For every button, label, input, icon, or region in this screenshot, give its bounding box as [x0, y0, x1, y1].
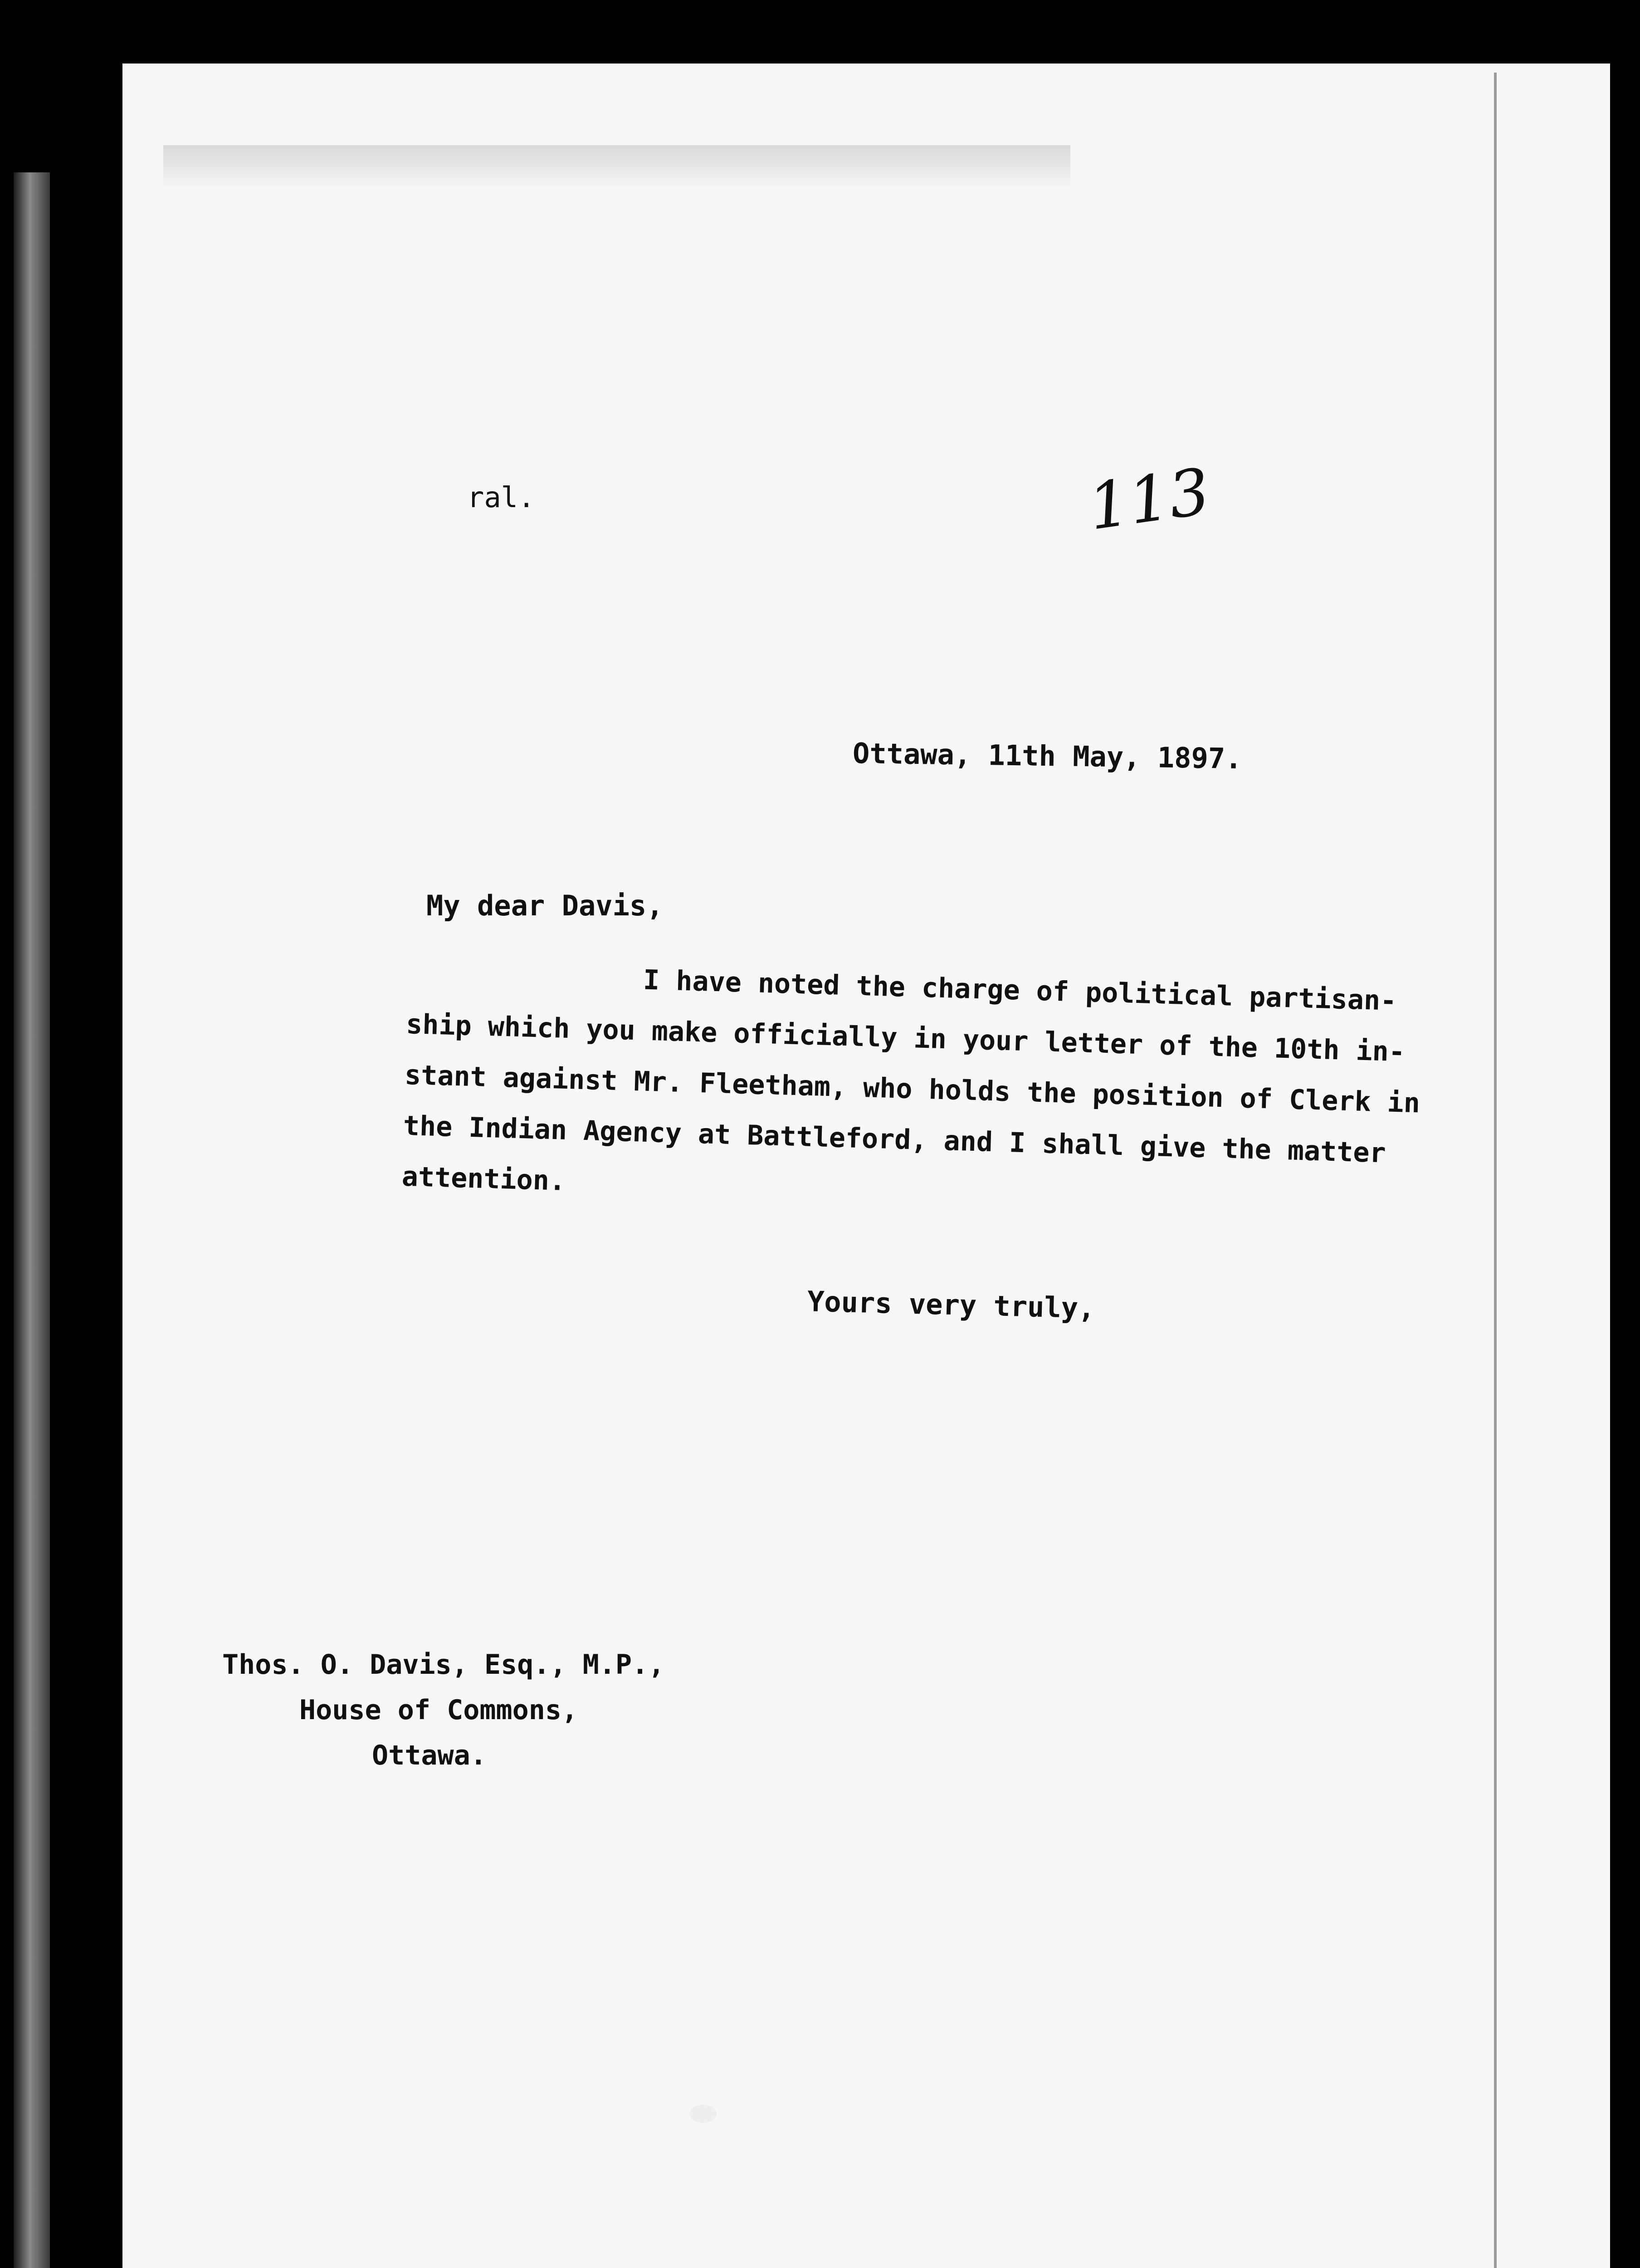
body-line: ship which you make officially in your letter of the 10th in-	[405, 1008, 1406, 1068]
salutation: My dear Davis,	[426, 889, 664, 922]
addressee-line-2: House of Commons,	[299, 1694, 578, 1726]
addressee-line-3: Ottawa.	[372, 1740, 487, 1771]
folded-top-edge	[163, 145, 1070, 186]
body-line: stant against Mr. Fleetham, who holds the position of Clerk in	[404, 1059, 1420, 1119]
folio-number: 113	[1084, 455, 1215, 545]
closing: Yours very truly,	[807, 1285, 1096, 1325]
addressee-block	[222, 1642, 664, 1778]
addressee-name: Thos. O. Davis, Esq., M.P.,	[222, 1649, 665, 1681]
paper-smudge	[689, 2105, 717, 2123]
body-line: attention.	[401, 1160, 566, 1197]
binder-strip	[14, 172, 50, 2268]
body-line: the Indian Agency at Battleford, and I shall give the matter	[403, 1110, 1386, 1169]
file-reference: ral.	[467, 481, 535, 514]
body-line: I have noted the charge of political partisan-	[643, 964, 1397, 1017]
letter-body	[401, 948, 1420, 1230]
date-line: Ottawa, 11th May, 1897.	[852, 737, 1242, 775]
